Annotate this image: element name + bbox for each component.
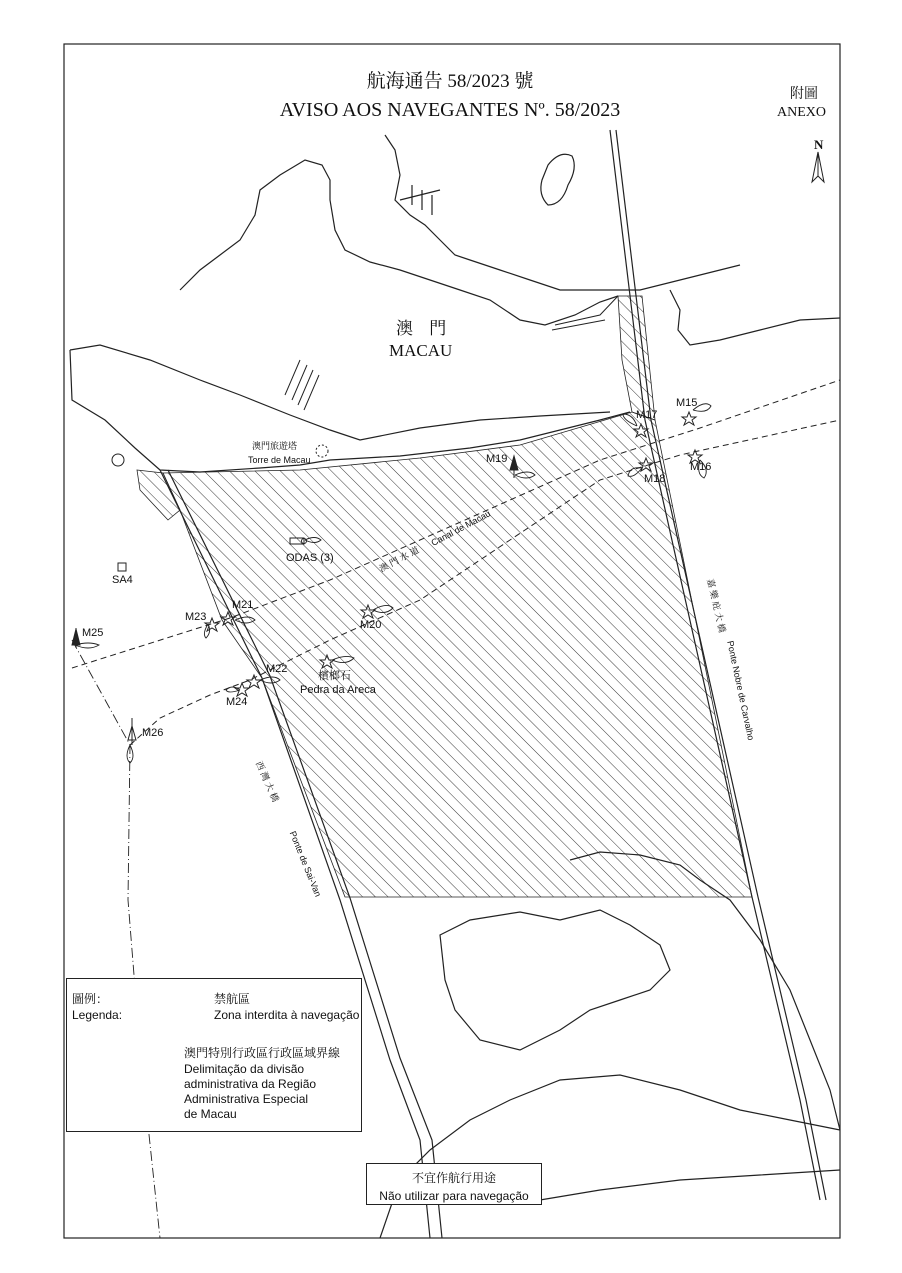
tower-symbol [316,445,328,457]
city-name-pt: MACAU [389,341,453,360]
marker-label-m21: M21 [232,599,254,611]
legend-boundary-pt-2: administrativa da Região [184,1077,317,1091]
pedra-label-pt: Pedra da Areca [300,684,376,696]
marker-label-m25: M25 [82,627,104,639]
legend-zone-zh: 禁航區 [214,992,251,1006]
nobre-label-pt: Ponte Nobre de Carvalho [725,639,757,742]
marker-label-m22: M22 [266,663,288,675]
marker-label-m23: M23 [185,611,207,623]
notice-title-pt: AVISO AOS NAVEGANTES Nº. 58/2023 [279,99,621,121]
north-label: N [814,137,824,152]
marker-label-m19: M19 [486,453,508,465]
navigation-warning-zh: 不宜作航行用途 [411,1171,496,1185]
legend-boundary-zh: 澳門特別行政區行政區域界線 [184,1046,341,1060]
marker-label-m26: M26 [142,727,164,739]
piers [285,360,319,410]
navigation-warning-box [366,1163,542,1205]
north-arrow [812,152,824,182]
pond [112,454,124,466]
reclaimed-land [552,296,618,330]
sai-van-label-zh: 西 灣 大 橋 [253,759,281,804]
navigation-warning-pt: Não utilizar para navegação [379,1189,529,1203]
tower-label-zh: 澳門旅遊塔 [252,441,298,451]
south-coast [380,1075,840,1238]
legend-boundary-pt-4: de Macau [184,1107,237,1121]
sai-van-label-pt: Ponte de Sai-Van [287,829,324,899]
sa4-label: SA4 [112,574,133,586]
marker-label-m24: M24 [226,696,248,708]
channel-label-pt: Canal de Macau [429,508,493,548]
notice-title-zh: 航海通告 58/2023 號 [366,71,534,92]
legend-boundary-pt-3: Administrativa Especial [184,1092,309,1106]
prohibited-zone-strip [618,296,658,421]
channel-label-zh: 澳 門 水 道 [377,544,421,574]
pedra-label-zh: 檳榔石 [318,670,351,682]
legend-heading-zh: 圖例： [72,992,109,1006]
marker-label-m20: M20 [360,619,382,631]
annex-label-pt: ANEXO [777,105,826,120]
marker-m23 [205,618,219,631]
legend-zone-pt: Zona interdita à navegação [214,1008,360,1022]
outer-harbour-coast [385,135,740,290]
legend-heading-pt: Legenda: [72,1008,123,1022]
annex-label-zh: 附圖 [790,87,818,102]
city-name-zh: 澳 門 [396,319,453,338]
marker-m15 [682,412,696,425]
marker-label-m17: M17 [636,409,658,421]
taipa-coastline [180,160,618,325]
tower-label-pt: Torre de Macau [248,455,311,465]
legend-boundary-pt-1: Delimitação da divisão [184,1062,305,1076]
marker-m22 [247,675,261,688]
odas-label: ODAS (3) [286,552,334,564]
marker-label-m18: M18 [644,473,666,485]
east-coast [670,290,840,345]
nobre-label-zh: 嘉 樂 庇 大 橋 [705,577,728,634]
marker-label-m15: M15 [676,397,698,409]
marker-label-m16: M16 [690,461,712,473]
island [541,154,574,205]
sa4-mark [118,563,126,571]
